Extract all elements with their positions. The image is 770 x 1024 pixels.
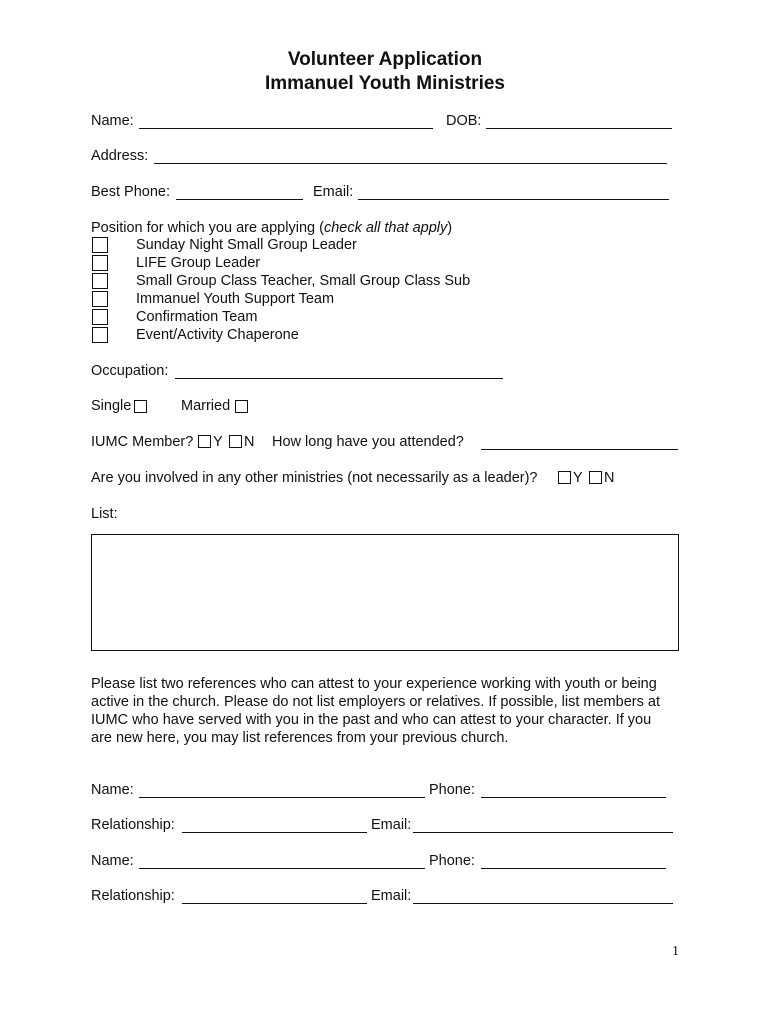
iumc-yes-label: Y <box>213 434 223 450</box>
how-long-field[interactable] <box>481 449 678 450</box>
references-instructions: Please list two references who can attest to your experience working with youth or being active in the church. Please do not list employers or relatives. If possible, list members at IUMC who have served with you in the past and who can attest to your character. If you are new here, you may list references from your previous church. <box>91 676 660 746</box>
ref1-relationship-field[interactable] <box>182 832 367 833</box>
occupation-label: Occupation: <box>91 363 169 379</box>
ref2-relationship-field[interactable] <box>182 903 367 904</box>
name-field[interactable] <box>139 128 433 129</box>
position-checkbox-5[interactable] <box>92 327 108 343</box>
position-checkbox-0[interactable] <box>92 237 108 253</box>
ref2-phone-field[interactable] <box>481 868 666 869</box>
ministries-yes-label: Y <box>573 470 583 486</box>
ref2-email-field[interactable] <box>413 903 673 904</box>
ministries-yes-checkbox[interactable] <box>558 471 571 484</box>
single-label: Single <box>91 398 132 414</box>
position-checkbox-1[interactable] <box>92 255 108 271</box>
ministries-no-checkbox[interactable] <box>589 471 602 484</box>
single-checkbox[interactable] <box>134 400 147 413</box>
position-prompt: Position for which you are applying (check all that apply) <box>91 220 453 236</box>
dob-label: DOB: <box>446 113 482 129</box>
dob-field[interactable] <box>486 128 672 129</box>
best-phone-label: Best Phone: <box>91 184 170 200</box>
ministries-no-label: N <box>604 470 615 486</box>
ref1-email-label: Email: <box>371 817 412 833</box>
position-option-2: Small Group Class Teacher, Small Group Class Sub <box>136 273 471 289</box>
ref1-relationship-label: Relationship: <box>91 817 175 833</box>
iumc-no-label: N <box>244 434 255 450</box>
ref2-relationship-label: Relationship: <box>91 888 175 904</box>
ref1-phone-label: Phone: <box>429 782 475 798</box>
ref1-email-field[interactable] <box>413 832 673 833</box>
iumc-member-label: IUMC Member? <box>91 434 194 450</box>
name-label: Name: <box>91 113 134 129</box>
position-option-1: LIFE Group Leader <box>136 255 261 271</box>
ref2-name-label: Name: <box>91 853 134 869</box>
email-field[interactable] <box>358 199 669 200</box>
iumc-no-checkbox[interactable] <box>229 435 242 448</box>
position-option-4: Confirmation Team <box>136 309 258 325</box>
iumc-yes-checkbox[interactable] <box>198 435 211 448</box>
ref1-name-field[interactable] <box>139 797 425 798</box>
ministries-list-box[interactable] <box>91 534 679 651</box>
position-option-5: Event/Activity Chaperone <box>136 327 299 343</box>
form-title: Volunteer Application <box>287 49 483 70</box>
position-checkbox-2[interactable] <box>92 273 108 289</box>
list-label: List: <box>91 506 118 522</box>
best-phone-field[interactable] <box>176 199 303 200</box>
form-subtitle: Immanuel Youth Ministries <box>264 73 505 94</box>
page-number: 1 <box>672 944 679 959</box>
ref2-email-label: Email: <box>371 888 412 904</box>
how-long-label: How long have you attended? <box>272 434 464 450</box>
married-checkbox[interactable] <box>235 400 248 413</box>
position-option-3: Immanuel Youth Support Team <box>136 291 335 307</box>
ref1-phone-field[interactable] <box>481 797 666 798</box>
ref2-name-field[interactable] <box>139 868 425 869</box>
address-label: Address: <box>91 148 149 164</box>
ref1-name-label: Name: <box>91 782 134 798</box>
address-field[interactable] <box>154 163 667 164</box>
other-ministries-label: Are you involved in any other ministries (not necessarily as a leader)? <box>91 470 538 486</box>
occupation-field[interactable] <box>175 378 503 379</box>
email-label: Email: <box>313 184 354 200</box>
position-checkbox-4[interactable] <box>92 309 108 325</box>
position-option-0: Sunday Night Small Group Leader <box>136 237 357 253</box>
married-label: Married <box>181 398 231 414</box>
position-checkbox-3[interactable] <box>92 291 108 307</box>
ref2-phone-label: Phone: <box>429 853 475 869</box>
